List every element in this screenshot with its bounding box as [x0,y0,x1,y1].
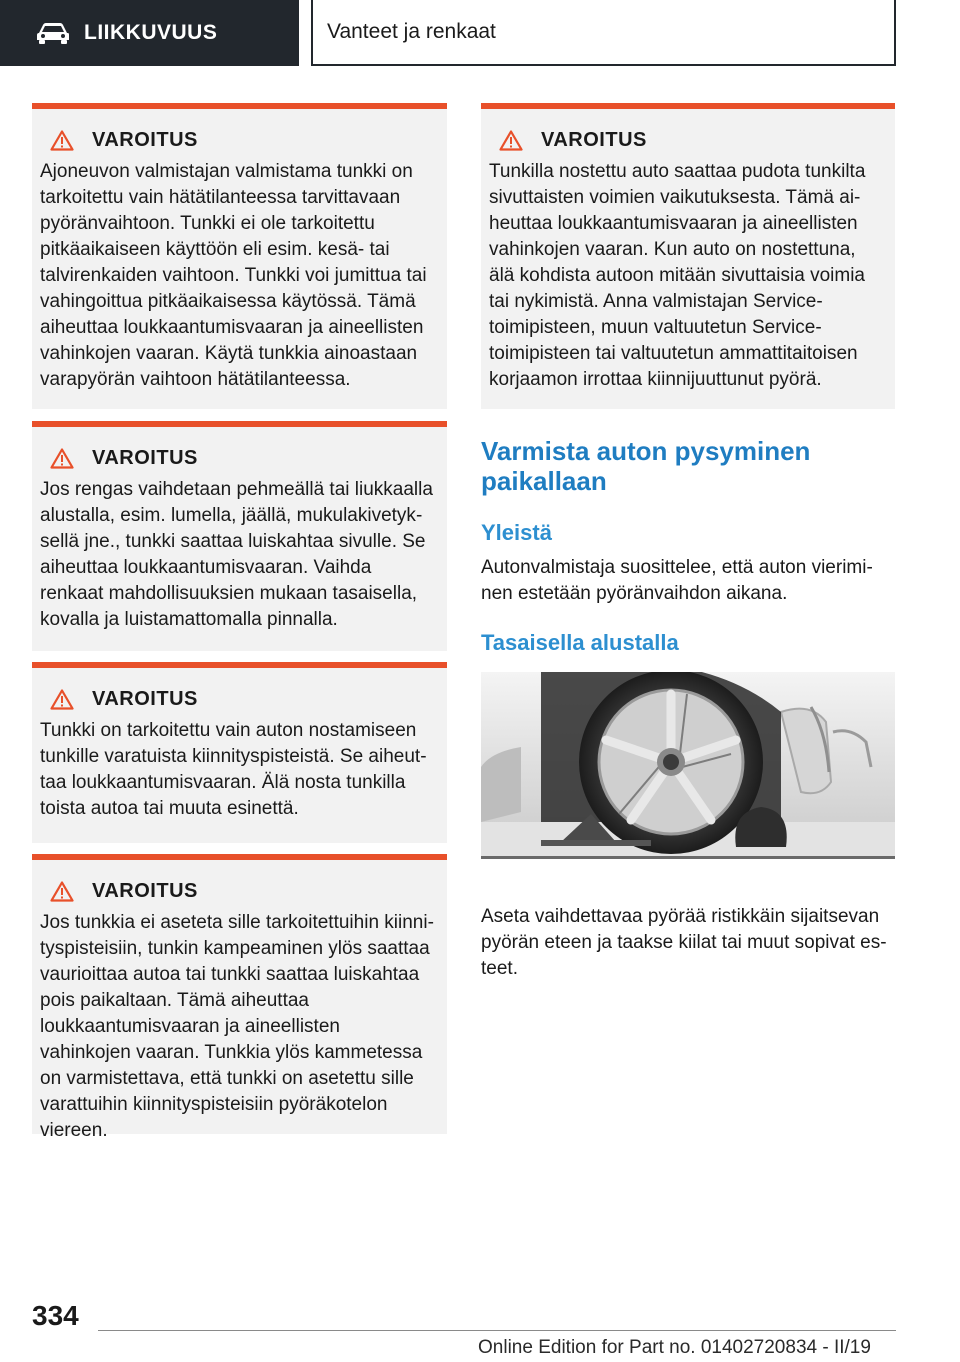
warning-triangle-icon [499,130,523,151]
warning-text: Ajoneuvon valmistajan valmistama tunkki on tarkoitettu vain hätätilanteessa tarvittavaan pyöränvaihtoon. Tunkki ei ole tarkoitettu pitkäaikaiseen käyttöön eli esim. kesä- tai talvirenkaiden vaihtoon. Tunkki voi jumittua tai vahingoittua pitkäaikaisessa käytössä. Tämä aiheuttaa loukkaantumisvaaran ja aineellisten vahinkojen vaaran. Käytä tunkkia ainoastaan varapyörän vaihtoon hätätilanteessa. [40,161,427,390]
header-section-tab [0,0,299,66]
page-number: 334 [32,1300,79,1331]
wheel-chock-illustration [481,672,895,858]
warning-title: VAROITUS [92,688,198,710]
warning-title: VAROITUS [92,447,198,469]
warning-title: VAROITUS [92,880,198,902]
warning-triangle-icon [50,130,74,151]
warning-triangle-icon [50,881,74,902]
header-chapter-box [311,0,896,66]
warning-box [481,103,895,409]
warning-text: Jos rengas vaihdetaan pehmeällä tai liukkaalla alustalla, esim. lumella, jäällä, mukulakivetyksellä jne., tunkki saattaa luiskahtaa sivulle. Se aiheuttaa loukkaantumisvaaran. Vaihda renkaat mahdollisuuksien mukaan tasaisella, kovalla ja luistamattomalla pinnalla. [40,479,433,630]
section-heading: Varmista auton pysyminen paikallaan [481,436,811,496]
warning-header [489,129,883,152]
general-paragraph: Autonvalmistaja suosittelee, että auton vieriminen estetään pyöränvaihdon aikana. [481,557,873,604]
warning-text: Tunkilla nostettu auto saattaa pudota tunkilta sivuttaisten voimien vaikutuksesta. Tämä aiheuttaa loukkaantumisvaaran ja aineellisten vahinkojen vaaran. Kun auto on nostettuna, älä kohdista autoon mitään sivuttaisia voimia tai nykimistä. Anna valmistajan Service-toimipisteen, muun valtuutetun Service-toimipisteen tai valtuutetun ammattitaitoisen korjaamon irrottaa kiinnijuuttunut pyörä. [489,161,866,390]
chapter-title: Vanteet ja renkaat [327,20,496,43]
footer-divider [98,1330,896,1331]
subheading-general: Yleistä [481,520,552,545]
subheading-level-ground: Tasaisella alustalla [481,630,679,655]
footer-edition: Online Edition for Part no. 01402720834 - II/19 [478,1337,871,1358]
warning-text: Tunkki on tarkoitettu vain auton nostamiseen tunkille varatuista kiinnityspisteistä. Se aiheuttaa loukkaantumisvaaran. Älä nosta tunkilla toista autoa tai muuta esinettä. [40,720,427,819]
warning-box [32,103,447,409]
section-name: LIIKKUVUUS [84,21,218,44]
car-icon [36,21,70,45]
warning-box [32,662,447,843]
warning-header [40,129,435,152]
warning-header [40,447,435,470]
image-divider [481,856,895,859]
warning-title: VAROITUS [541,129,647,151]
warning-header [40,880,435,903]
warning-box [32,421,447,651]
warning-title: VAROITUS [92,129,198,151]
warning-triangle-icon [50,689,74,710]
warning-text: Jos tunkkia ei aseteta sille tarkoitettuihin kiinnityspisteisiin, tunkin kampeaminen ylös saattaa vaurioittaa autoa tai tunkki saattaa luiskahtaa pois paikaltaan. Tämä aiheuttaa loukkaantumisvaaran ja aineellisten vahinkojen vaaran. Tunkkia ylös kammetessa on varmistettava, että tunkki on asetettu sille varattuihin kiinnityspisteisiin pyöräkotelon viereen. [40,912,434,1141]
level-ground-paragraph: Aseta vaihdettavaa pyörää ristikkäin sijaitsevan pyörän eteen ja taakse kiilat tai muut sopivat esteet. [481,906,887,979]
warning-triangle-icon [50,448,74,469]
warning-header [40,688,435,711]
warning-box [32,854,447,1141]
